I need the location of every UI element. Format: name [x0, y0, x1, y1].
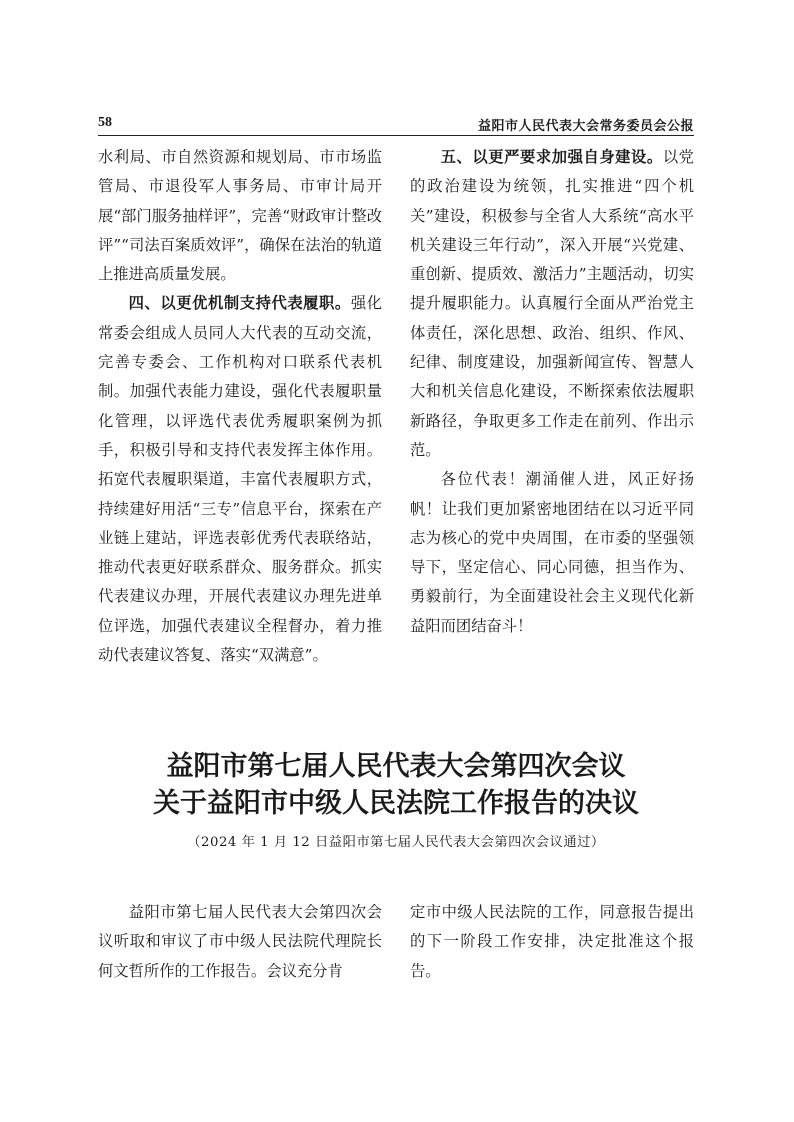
resolution-title-line-1: 益阳市第七届人民代表大会第四次会议 [166, 751, 626, 782]
resolution-subtitle: （2024 年 1 月 12 日益阳市第七届人民代表大会第四次会议通过） [187, 835, 605, 850]
continuation-paragraph: 水利局、市自然资源和规划局、市市场监管局、市退役军人事务局、市审计局开展“部门服务抽样评”，完善“财政审计整改评”“司法百案质效评”，确保在法治的轨道上推进高质量发展。 [98, 148, 382, 284]
resolution-right-column [410, 898, 694, 986]
report-right-column [410, 143, 694, 641]
resolution-body-right: 定市中级人民法院的工作，同意报告提出的下一阶段工作安排，决定批准这个报告。 [410, 903, 694, 980]
header-rule [98, 135, 694, 136]
section-5-body: 以党的政治建设为统领，扎实推进“四个机关”建设，积极参与全省人大系统“高水平机关建设三年行动”，深入开展“兴党建、重创新、提质效、激活力”主题活动，切实提升履职能力。认真履行全面从严治党主体责任，深化思想、政治、组织、作风、纪律、制度建设，加强新闻宣传、智慧人大和机关信息化建设，不断探索依法履职新路径，争取更多工作走在前列、作出示范。 [410, 148, 694, 459]
closing-paragraph: 各位代表！潮涌催人进，风正好扬帆！让我们更加紧密地团结在以习近平同志为核心的党中央周围，在市委的坚强领导下，坚定信心、同心同德，担当作为、勇毅前行，为全面建设社会主义现代化新益阳而团结奋斗！ [410, 470, 694, 635]
journal-title: 益阳市人民代表大会常务委员会公报 [477, 119, 694, 134]
section-5-heading: 五、以更严要求加强自身建设。 [440, 148, 663, 166]
resolution-body-left: 益阳市第七届人民代表大会第四次会议听取和审议了市中级人民法院代理院长何文哲所作的工作报告。会议充分肯 [98, 903, 382, 980]
section-4-heading: 四、以更优机制支持代表履职。 [128, 294, 351, 313]
section-4-paragraph [98, 289, 382, 670]
section-5-paragraph [410, 143, 694, 465]
page-header [98, 115, 694, 137]
page-number: 58 [98, 115, 112, 130]
section-4-body: 强化常委会组成人员同人大代表的互动交流，完善专委会、工作机构对口联系代表机制。加强代表能力建设，强化代表履职量化管理，以评选代表优秀履职案例为抓手，积极引导和支持代表发挥主体作用。拓宽代表履职渠道，丰富代表履职方式，持续建好用活“三专”信息平台，探索在产业链上建站，评选表彰优秀代表联络站，推动代表更好联系群众、服务群众。抓实代表建议办理，开展代表建议办理先进单位评选，加强代表建议全程督办，着力推动代表建议答复、落实“双满意”。 [98, 294, 382, 665]
resolution-left-column [98, 898, 382, 986]
report-left-column [98, 143, 382, 670]
resolution-title-line-2: 关于益阳市中级人民法院工作报告的决议 [153, 788, 639, 819]
